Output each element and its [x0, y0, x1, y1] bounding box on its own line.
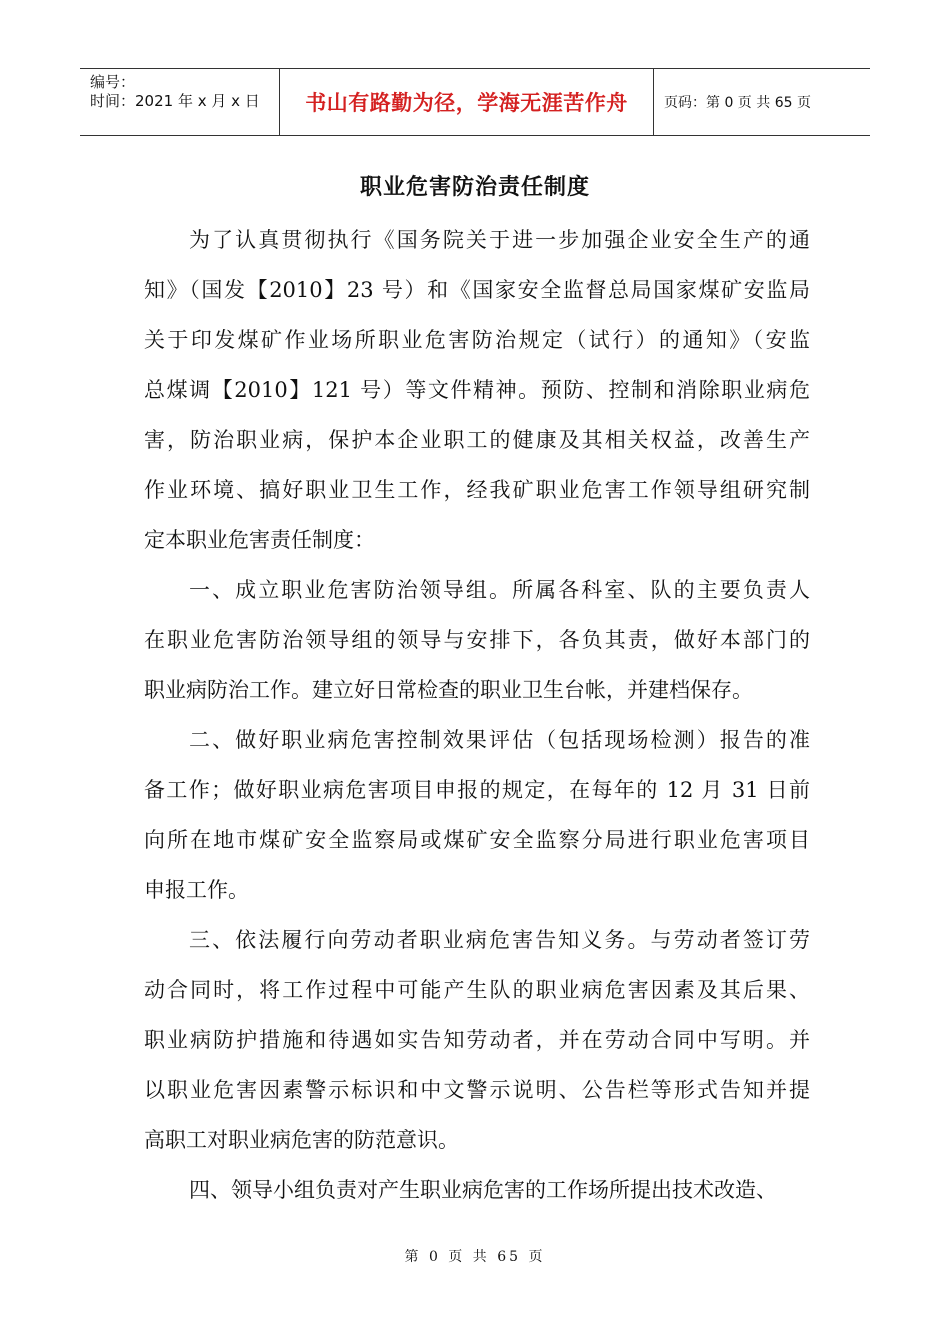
- paragraph-line: 作业环境、搞好职业卫生工作，经我矿职业危害工作领导组研究制: [144, 478, 810, 502]
- paragraph: [144, 1165, 810, 1215]
- paragraph-line: 申报工作。: [144, 878, 249, 902]
- paragraph-line: 定本职业危害责任制度：: [144, 528, 375, 552]
- paragraph-line: 动合同时，将工作过程中可能产生队的职业病危害因素及其后果、: [144, 978, 810, 1002]
- paragraph-line: 高职工对职业病危害的防范意识。: [144, 1128, 459, 1152]
- paragraph: [144, 915, 810, 1165]
- paragraph: [144, 215, 810, 565]
- header-page-info: 页码：第 0 页 共 65 页: [664, 95, 811, 111]
- paragraph-line: 害，防治职业病，保护本企业职工的健康及其相关权益，改善生产: [144, 428, 810, 452]
- paragraph-line: 备工作；做好职业病危害项目申报的规定，在每年的 12 月 31 日前: [144, 778, 810, 802]
- paragraph: [144, 565, 810, 715]
- header-meta: [80, 69, 280, 135]
- header-table: [80, 68, 870, 136]
- number-label: 编号：: [90, 73, 136, 91]
- paragraph-line: 向所在地市煤矿安全监察局或煤矿安全监察分局进行职业危害项目: [144, 828, 810, 852]
- paragraph-line: 为了认真贯彻执行《国务院关于进一步加强企业安全生产的通: [189, 228, 810, 252]
- paragraph-line: 二、做好职业病危害控制效果评估（包括现场检测）报告的准: [189, 728, 810, 752]
- paragraph-line: 关于印发煤矿作业场所职业危害防治规定（试行）的通知》（安监: [144, 328, 810, 352]
- paragraph-line: 总煤调【2010】121 号）等文件精神。预防、控制和消除职业病危: [144, 378, 810, 402]
- paragraph-line: 职业病防治工作。建立好日常检查的职业卫生台帐，并建档保存。: [144, 678, 753, 702]
- paragraph-line: 一、成立职业危害防治领导组。所属各科室、队的主要负责人: [189, 578, 810, 602]
- paragraph-line: 知》（国发【2010】23 号）和《国家安全监督总局国家煤矿安监局: [144, 278, 810, 302]
- paragraph-line: 四、领导小组负责对产生职业病危害的工作场所提出技术改造、: [189, 1178, 777, 1202]
- paragraph-line: 在职业危害防治领导组的领导与安排下，各负其责，做好本部门的: [144, 628, 810, 652]
- header-motto: 书山有路勤为径，学海无涯苦作舟: [280, 69, 654, 135]
- page-footer: 第 0 页 共 65 页: [404, 1249, 546, 1265]
- document-title: 职业危害防治责任制度: [359, 175, 590, 200]
- time-label: 时间：2021 年 x 月 x 日: [90, 92, 260, 110]
- paragraph-line: 以职业危害因素警示标识和中文警示说明、公告栏等形式告知并提: [144, 1078, 810, 1102]
- paragraph-line: 三、依法履行向劳动者职业病危害告知义务。与劳动者签订劳: [189, 928, 810, 952]
- paragraph-line: 职业病防护措施和待遇如实告知劳动者，并在劳动合同中写明。并: [144, 1028, 810, 1052]
- document-body: [144, 215, 810, 1215]
- paragraph: [144, 715, 810, 915]
